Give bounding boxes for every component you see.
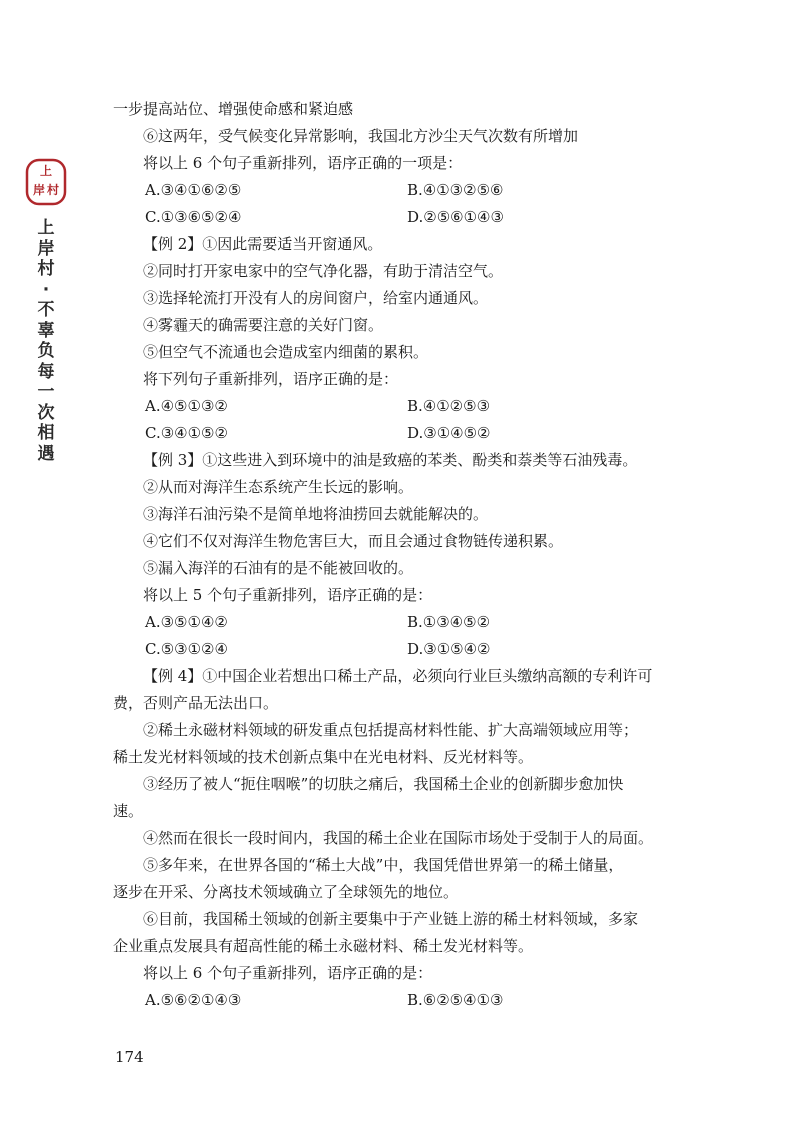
option-b: B.①③④⑤② <box>407 613 491 631</box>
example-heading: 【例 2】①因此需要适当开窗通风。 <box>143 235 383 253</box>
motto-char: 村 <box>37 259 55 279</box>
option-d: D.②⑤⑥①④③ <box>407 208 504 226</box>
text-line: ⑤多年来，在世界各国的“稀土大战”中，我国凭借世界第一的稀土储量， <box>143 856 624 874</box>
option-b: B.④①②⑤③ <box>407 397 491 415</box>
text-line: ④它们不仅对海洋生物危害巨大，而且会通过食物链传递积累。 <box>143 532 564 550</box>
text-line: ③选择轮流打开没有人的房间窗户，给室内通通风。 <box>143 289 489 307</box>
text-line: 企业重点发展具有超高性能的稀土永磁材料、稀土发光材料等。 <box>113 937 534 955</box>
sidebar-brand <box>24 158 68 464</box>
option-a: A.④⑤①③② <box>145 397 228 415</box>
option-row <box>113 636 683 663</box>
motto-char: 相 <box>37 423 55 443</box>
option-row <box>113 204 683 231</box>
page-content <box>113 96 683 1014</box>
option-row <box>113 393 683 420</box>
text-line: ③海洋石油污染不是简单地将油捞回去就能解决的。 <box>143 505 489 523</box>
motto-char: 次 <box>37 402 55 423</box>
motto-char: · <box>42 279 50 300</box>
text-line: ②同时打开家电家中的空气净化器，有助于清洁空气。 <box>143 262 504 280</box>
text-line: 速。 <box>113 802 144 820</box>
text-line: ⑤但空气不流通也会造成室内细菌的累积。 <box>143 343 429 361</box>
example-heading: 【例 4】①中国企业若想出口稀土产品，必须向行业巨头缴纳高额的专利许可 <box>143 667 653 685</box>
text-line: 一步提高站位、增强使命感和紧迫感 <box>113 100 354 118</box>
question-prompt: 将下列句子重新排列，语序正确的是： <box>143 370 399 388</box>
text-line: 费，否则产品无法出口。 <box>113 694 279 712</box>
motto-char: 上 <box>37 218 55 238</box>
page-number: 174 <box>115 1048 144 1066</box>
question-prompt: 将以上 6 个句子重新排列，语序正确的一项是： <box>143 154 463 172</box>
motto-char: 不 <box>37 300 55 320</box>
option-row <box>113 609 683 636</box>
seal-logo-icon <box>25 158 67 206</box>
text-line: ⑥这两年，受气候变化异常影响，我国北方沙尘天气次数有所增加 <box>143 127 579 145</box>
option-c: C.⑤③①②④ <box>145 640 228 658</box>
option-a: A.③④①⑥②⑤ <box>145 181 242 199</box>
text-line: ⑤漏入海洋的石油有的是不能被回收的。 <box>143 559 414 577</box>
option-d: D.③①④⑤② <box>407 424 491 442</box>
motto-char: 负 <box>37 341 55 361</box>
sidebar-motto <box>38 218 55 464</box>
svg-text:上: 上 <box>39 164 53 178</box>
option-row <box>113 177 683 204</box>
motto-char: 辜 <box>37 320 55 341</box>
svg-text:村: 村 <box>46 183 60 197</box>
option-a: A.③⑤①④② <box>145 613 228 631</box>
motto-char: 遇 <box>37 443 55 464</box>
option-c: C.③④①⑤② <box>145 424 228 442</box>
example-heading: 【例 3】①这些进入到环境中的油是致癌的苯类、酚类和萘类等石油残毒。 <box>143 451 638 469</box>
motto-char: 岸 <box>37 238 55 259</box>
text-line: 逐步在开采、分离技术领域确立了全球领先的地位。 <box>113 883 459 901</box>
question-prompt: 将以上 6 个句子重新排列，语序正确的是： <box>143 964 433 982</box>
option-a: A.⑤⑥②①④③ <box>145 991 242 1009</box>
text-line: ⑥目前，我国稀土领域的创新主要集中于产业链上游的稀土材料领域，多家 <box>143 910 639 928</box>
text-line: ③经历了被人“扼住咽喉”的切肤之痛后，我国稀土企业的创新脚步愈加快 <box>143 775 624 793</box>
svg-text:岸: 岸 <box>32 183 46 197</box>
motto-char: 每 <box>37 361 55 382</box>
option-b: B.⑥②⑤④①③ <box>407 991 504 1009</box>
text-line: ④然而在很长一段时间内，我国的稀土企业在国际市场处于受制于人的局面。 <box>143 829 654 847</box>
text-line: ②稀土永磁材料领域的研发重点包括提高材料性能、扩大高端领域应用等； <box>143 721 639 739</box>
option-d: D.③①⑤④② <box>407 640 491 658</box>
option-row <box>113 987 683 1014</box>
motto-char: 一 <box>37 382 55 402</box>
option-b: B.④①③②⑤⑥ <box>407 181 504 199</box>
text-line: ④雾霾天的确需要注意的关好门窗。 <box>143 316 384 334</box>
text-line: 稀土发光材料领域的技术创新点集中在光电材料、反光材料等。 <box>113 748 534 766</box>
text-line: ②从而对海洋生态系统产生长远的影响。 <box>143 478 414 496</box>
option-c: C.①③⑥⑤②④ <box>145 208 242 226</box>
question-prompt: 将以上 5 个句子重新排列，语序正确的是： <box>143 586 433 604</box>
option-row <box>113 420 683 447</box>
